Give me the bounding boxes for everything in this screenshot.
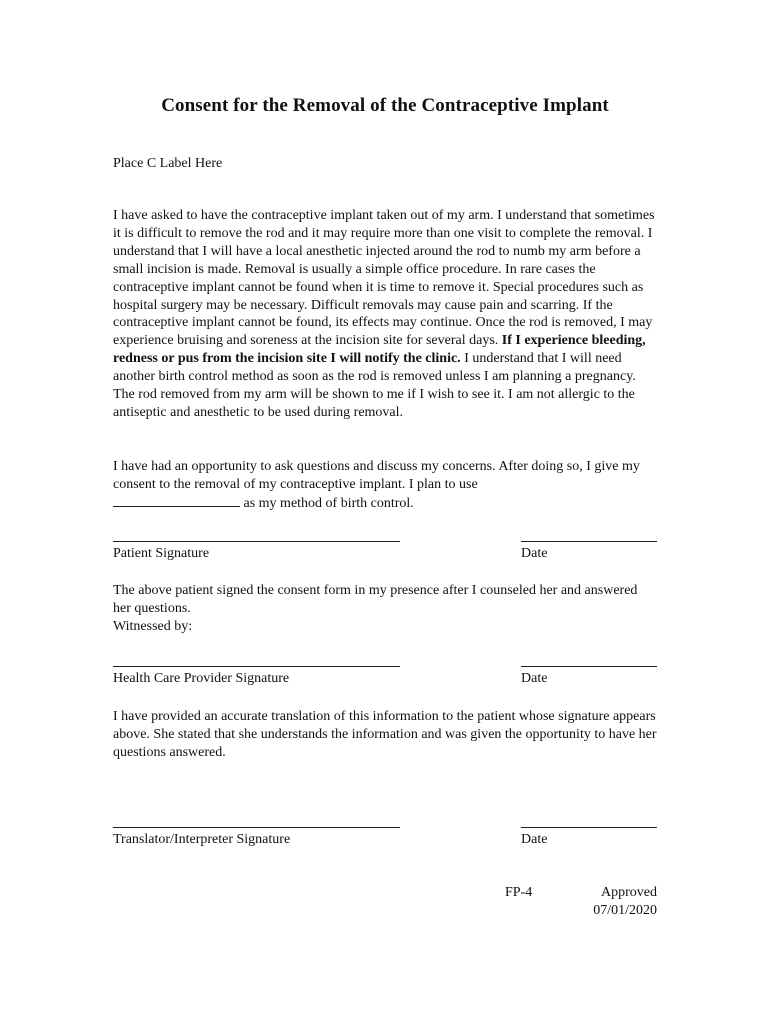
witnessed-by-label: Witnessed by:: [113, 618, 193, 634]
provider-signature-label: Health Care Provider Signature: [113, 671, 290, 686]
translation-paragraph: I have provided an accurate translation of this information to the patient whose signature appears above. She stated that she understands the information and was given the opportunity to have her questions answered.: [113, 709, 657, 760]
consent-text-b: I understand that I will need another birth control method as soon as the rod is removed unless I am planning a pregnancy. The rod removed from my arm will be shown to me if I wish to see it. I am not allergic to the antiseptic and anesthetic to be used during removal.: [113, 351, 636, 420]
patient-signature-line[interactable]: [113, 541, 400, 542]
label-placeholder: Place C Label Here: [113, 156, 223, 171]
consent-paragraph: [113, 207, 658, 422]
questions-paragraph: [113, 458, 658, 513]
page-title: Consent for the Removal of the Contraceptive Implant: [161, 95, 609, 116]
translator-signature-label: Translator/Interpreter Signature: [113, 832, 291, 847]
witness-statement: The above patient signed the consent form in my presence after I counseled her and answered her questions.: [113, 583, 638, 616]
birth-control-method-blank[interactable]: [113, 494, 240, 507]
provider-date-line[interactable]: [521, 666, 657, 667]
translator-date-label: Date: [521, 832, 548, 847]
form-code: FP-4: [505, 885, 533, 900]
questions-text: I have had an opportunity to ask questions and discuss my concerns. After doing so, I give my consent to the removal of my contraceptive implant. I plan to use: [113, 459, 640, 492]
approved-date: 07/01/2020: [593, 903, 657, 918]
witness-paragraph: [113, 582, 658, 636]
patient-signature-label: Patient Signature: [113, 546, 210, 561]
consent-bold-warning: If I experience bleeding, redness or pus from the incision site I will notify the clinic.: [113, 333, 646, 367]
translator-date-line[interactable]: [521, 827, 657, 828]
provider-signature-line[interactable]: [113, 666, 400, 667]
patient-date-line[interactable]: [521, 541, 657, 542]
consent-text-a: I have asked to have the contraceptive implant taken out of my arm. I understand that sometimes it is difficult to remove the rod and it may require more than one visit to complete the removal. I understand that I will have a local anesthetic injected around the rod to numb my arm before a small incision is made. Removal is usually a simple office procedure. In rare cases the contraceptive implant cannot be found when it is time to remove it. Special procedures such as hospital surgery may be necessary. Difficult removals may cause pain and scarring. If the contraceptive implant cannot be found, its effects may continue. Once the rod is removed, I may experience bruising and soreness at the incision site for several days.: [113, 208, 655, 349]
birth-control-suffix: as my method of birth control.: [243, 495, 414, 511]
approved-label: Approved: [601, 885, 657, 900]
provider-date-label: Date: [521, 671, 548, 686]
patient-date-label: Date: [521, 546, 548, 561]
translator-signature-line[interactable]: [113, 827, 400, 828]
